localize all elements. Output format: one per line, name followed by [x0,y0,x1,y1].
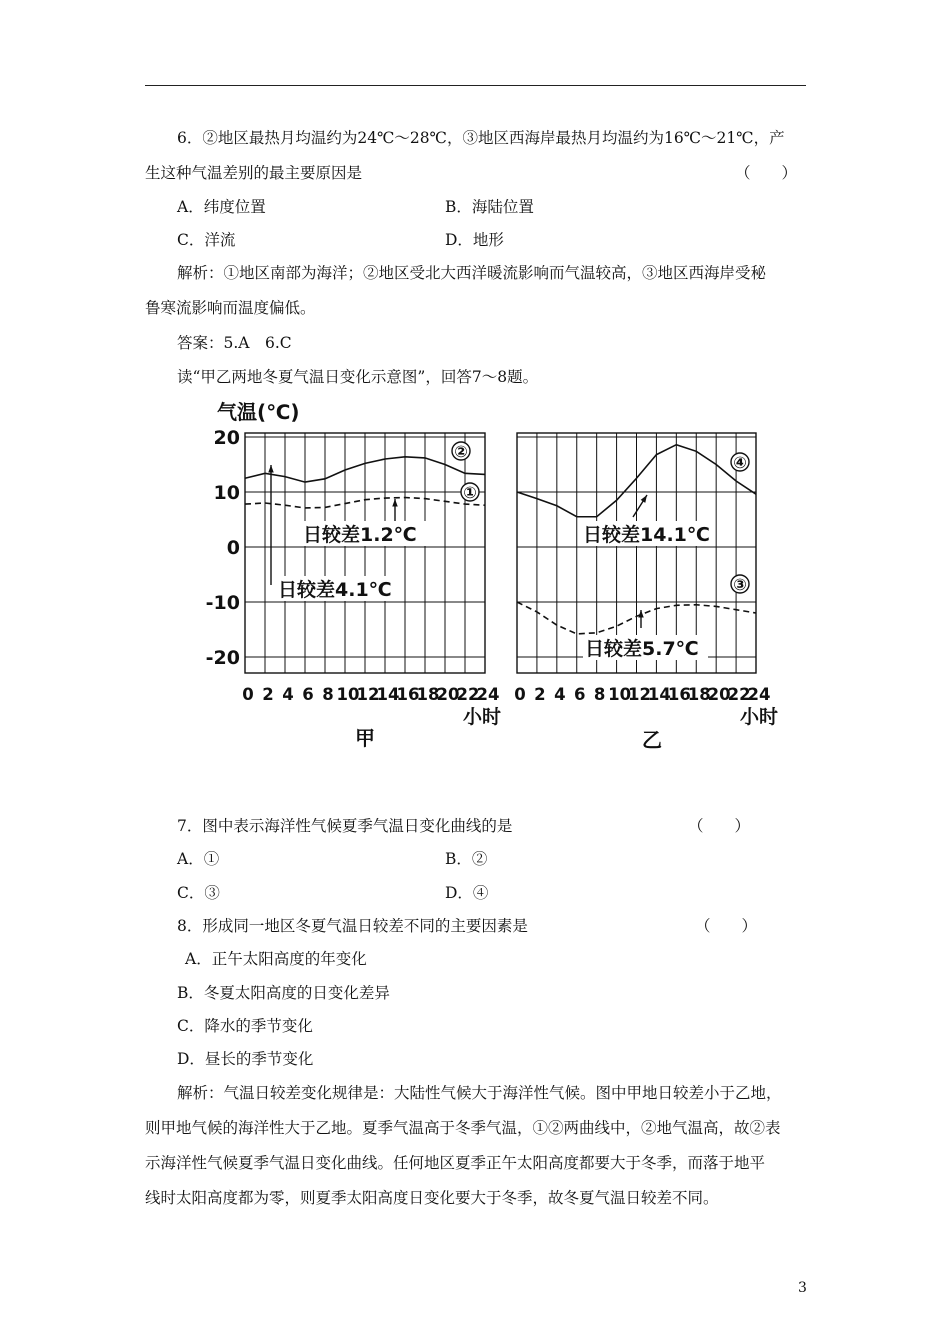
series-label: ④ [733,453,747,472]
panel-name-jia: 甲 [355,726,375,750]
x-tick-label: 22 [456,685,480,704]
x-tick-label: 12 [356,685,380,704]
annotation-arrow-head [392,499,397,507]
q6-option-b: B．海陆位置 [445,198,534,216]
x-axis-label-right: 小时 [740,706,779,728]
q6-option-c: C．洋流 [177,231,236,249]
analysis2-line4: 线时太阳高度都为零，则夏季太阳高度日变化要大于冬季，故冬夏气温日较差不同。 [145,1189,719,1207]
panel-name-yi: 乙 [642,728,662,752]
analysis1-line2: 鲁寒流影响而温度偏低。 [145,299,316,317]
analysis2-line1: 解析：气温日较差变化规律是：大陆性气候大于海洋性气候。图中甲地日较差小于乙地， [177,1084,782,1102]
y-axis-label: 气温(℃) [217,400,300,424]
header-rule [145,85,806,86]
q6-option-a: A．纬度位置 [177,198,266,216]
x-tick-label: 6 [574,685,586,704]
x-tick-label: 6 [302,685,314,704]
x-tick-label: 14 [647,685,671,704]
answer-line: 答案：5.A 6.C [177,334,292,352]
x-tick-label: 0 [242,685,254,704]
x-tick-label: 8 [322,685,334,704]
q8-option-d: D．昼长的季节变化 [177,1050,314,1068]
x-tick-label: 16 [667,685,691,704]
x-tick-label: 18 [416,685,440,704]
x-tick-label: 18 [687,685,711,704]
annotation-label: 日较差14.1℃ [583,524,710,546]
y-tick-label: -10 [205,592,240,614]
q6-stem-line1: 6．②地区最热月均温约为24℃～28℃，③地区西海岸最热月均温约为16℃～21℃，产 [177,129,785,147]
y-tick-label: 10 [213,482,240,504]
q7-option-b: B．② [445,850,488,868]
x-tick-label: 12 [628,685,651,704]
annotation-arrow-head [638,610,643,618]
x-tick-label: 20 [707,685,731,704]
page-number: 3 [798,1280,807,1296]
intro-line: 读“甲乙两地冬夏气温日变化示意图”，回答7～8题。 [177,368,539,386]
annotation-label: 日较差1.2℃ [303,524,417,546]
analysis2-line3: 示海洋性气候夏季气温日变化曲线。任何地区夏季正午太阳高度都要大于冬季，而落于地平 [145,1154,766,1172]
annotation-arrow-head [641,495,647,503]
x-tick-label: 8 [593,685,606,704]
x-axis-label-left: 小时 [463,706,502,728]
series-label: ② [454,442,468,461]
annotation-label: 日较差5.7℃ [585,638,699,660]
x-tick-label: 4 [554,685,566,704]
x-tick-label: 22 [727,685,751,704]
annotation-label: 日较差4.1℃ [278,579,392,601]
x-tick-label: 14 [376,685,400,704]
q7-option-c: C．③ [177,884,220,902]
x-tick-label: 10 [608,685,632,704]
series-label: ③ [733,575,747,594]
q8-option-a: A．正午太阳高度的年变化 [185,950,367,968]
analysis2-line2: 则甲地气候的海洋性大于乙地。夏季气温高于冬季气温，①②两曲线中，②地气温高，故②表 [145,1119,781,1137]
annotation-arrow-head [268,465,273,473]
q7-option-a: A．① [177,850,220,868]
y-tick-label: -20 [205,647,240,669]
x-tick-label: 2 [534,685,546,704]
q8-option-c: C．降水的季节变化 [177,1017,313,1035]
q6-answer-paren: （ ） [735,164,798,182]
x-tick-label: 20 [436,685,460,704]
y-tick-label: 20 [213,427,240,449]
x-tick-label: 0 [514,685,526,704]
x-tick-label: 2 [262,685,274,704]
q8-stem: 8．形成同一地区冬夏气温日较差不同的主要因素是 [177,917,528,935]
q6-stem-line2: 生这种气温差别的最主要原因是 [145,164,363,182]
x-tick-label: 24 [476,685,500,704]
q6-option-d: D．地形 [445,231,504,249]
q7-stem: 7．图中表示海洋性气候夏季气温日变化曲线的是 [177,817,513,835]
x-tick-label: 16 [396,685,420,704]
q7-option-d: D．④ [445,884,489,902]
temperature-chart [185,395,785,765]
q8-answer-paren: （ ） [695,917,758,935]
y-tick-label: 0 [226,537,240,559]
x-tick-label: 4 [282,685,294,704]
q8-option-b: B．冬夏太阳高度的日变化差异 [177,984,390,1002]
q7-answer-paren: （ ） [688,817,751,835]
series-label: ① [463,483,477,502]
x-tick-label: 24 [747,685,771,704]
x-tick-label: 10 [336,685,360,704]
analysis1-line1: 解析：①地区南部为海洋；②地区受北大西洋暖流影响而气温较高，③地区西海岸受秘 [177,264,767,282]
